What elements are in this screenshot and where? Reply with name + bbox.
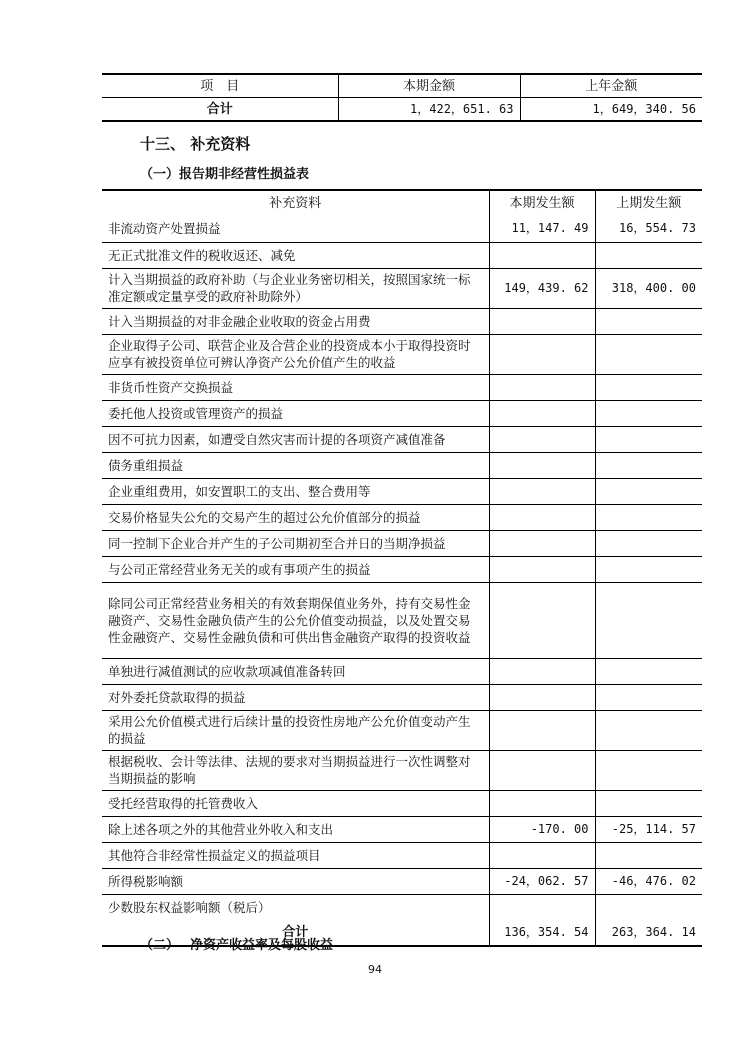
total-prior: 1，649，340. 56 xyxy=(592,101,696,116)
header-current-period: 本期发生额 xyxy=(489,190,595,216)
section-title: 十三、 补充资料 xyxy=(140,135,251,153)
item-label: 计入当期损益的政府补助（与企业业务密切相关，按照国家统一标准定额或定量享受的政府补助除外） xyxy=(102,268,489,308)
prior-amount xyxy=(595,308,702,334)
prior-amount xyxy=(595,426,702,452)
prior-amount xyxy=(595,556,702,582)
prior-amount xyxy=(595,658,702,684)
prior-amount: -25，114. 57 xyxy=(595,816,702,842)
header-item: 项 目 xyxy=(102,74,338,98)
header-current-amount: 本期金额 xyxy=(338,74,520,98)
table-total-row xyxy=(102,98,702,122)
item-label: 非货币性资产交换损益 xyxy=(102,374,489,400)
prior-amount xyxy=(595,842,702,868)
table-row xyxy=(102,790,702,816)
page-number: 94 xyxy=(368,963,382,976)
table-row xyxy=(102,868,702,894)
current-amount: -24，062. 57 xyxy=(489,868,595,894)
current-amount xyxy=(489,710,595,750)
table-row xyxy=(102,478,702,504)
current-amount xyxy=(489,750,595,790)
item-label: 债务重组损益 xyxy=(102,452,489,478)
nonrecurring-gains-table xyxy=(102,189,702,947)
item-label: 所得税影响额 xyxy=(102,868,489,894)
table-row xyxy=(102,816,702,842)
item-label: 计入当期损益的对非金融企业收取的资金占用费 xyxy=(102,308,489,334)
item-label: 企业取得子公司、联营企业及合营企业的投资成本小于取得投资时应享有被投资单位可辨认净资产公允价值产生的收益 xyxy=(102,334,489,374)
current-amount xyxy=(489,894,595,920)
prior-amount xyxy=(595,750,702,790)
table-row xyxy=(102,504,702,530)
current-amount: 149，439. 62 xyxy=(489,268,595,308)
item-label: 同一控制下企业合并产生的子公司期初至合并日的当期净损益 xyxy=(102,530,489,556)
current-amount xyxy=(489,308,595,334)
table-header-row xyxy=(102,190,702,216)
table-row xyxy=(102,894,702,920)
current-amount xyxy=(489,504,595,530)
table-row xyxy=(102,374,702,400)
total-current: 1，422，651. 63 xyxy=(338,98,520,122)
item-label: 交易价格显失公允的交易产生的超过公允价值部分的损益 xyxy=(102,504,489,530)
item-label: 企业重组费用，如安置职工的支出、整合费用等 xyxy=(102,478,489,504)
prior-amount xyxy=(595,504,702,530)
subsection-title-roe-eps: （二） 净资产收益率及每股收益 xyxy=(140,938,334,953)
current-amount xyxy=(489,582,595,658)
table-row xyxy=(102,400,702,426)
table-row xyxy=(102,658,702,684)
prior-amount xyxy=(595,400,702,426)
prior-amount xyxy=(595,478,702,504)
prior-amount xyxy=(595,710,702,750)
item-label: 非流动资产处置损益 xyxy=(102,216,489,242)
prior-amount xyxy=(595,684,702,710)
current-amount xyxy=(489,374,595,400)
table-row xyxy=(102,710,702,750)
item-label: 单独进行减值测试的应收款项减值准备转回 xyxy=(102,658,489,684)
prior-amount xyxy=(595,374,702,400)
current-amount xyxy=(489,242,595,268)
header-supplementary: 补充资料 xyxy=(102,190,489,216)
item-label: 无正式批准文件的税收返还、减免 xyxy=(102,242,489,268)
top-summary-table xyxy=(102,73,702,122)
prior-amount xyxy=(595,530,702,556)
table-row xyxy=(102,334,702,374)
current-amount xyxy=(489,530,595,556)
total-prior: 263，364. 14 xyxy=(611,925,696,939)
prior-amount: 16，554. 73 xyxy=(595,216,702,242)
prior-amount xyxy=(595,242,702,268)
item-label: 除同公司正常经营业务相关的有效套期保值业务外，持有交易性金融资产、交易性金融负债产生的公允价值变动损益，以及处置交易性金融资产、交易性金融负债和可供出售金融资产取得的投资收益 xyxy=(102,582,489,658)
item-label: 对外委托贷款取得的损益 xyxy=(102,684,489,710)
current-amount xyxy=(489,426,595,452)
item-label: 采用公允价值模式进行后续计量的投资性房地产公允价值变动产生的损益 xyxy=(102,710,489,750)
item-label: 与公司正常经营业务无关的或有事项产生的损益 xyxy=(102,556,489,582)
current-amount xyxy=(489,658,595,684)
item-label: 根据税收、会计等法律、法规的要求对当期损益进行一次性调整对当期损益的影响 xyxy=(102,750,489,790)
current-amount xyxy=(489,556,595,582)
current-amount: 11，147. 49 xyxy=(489,216,595,242)
item-label: 少数股东权益影响额（税后） xyxy=(102,894,489,920)
current-amount xyxy=(489,684,595,710)
total-current: 136，354. 54 xyxy=(489,920,595,946)
prior-amount xyxy=(595,894,702,920)
table-row xyxy=(102,530,702,556)
table-row xyxy=(102,684,702,710)
table-row xyxy=(102,750,702,790)
total-label: 合计 xyxy=(102,98,338,122)
prior-amount: 318，400. 00 xyxy=(595,268,702,308)
prior-amount: -46，476. 02 xyxy=(595,868,702,894)
header-prior-amount: 上年金额 xyxy=(520,74,702,98)
table-row xyxy=(102,308,702,334)
item-label: 委托他人投资或管理资产的损益 xyxy=(102,400,489,426)
current-amount: -170. 00 xyxy=(489,816,595,842)
current-amount xyxy=(489,334,595,374)
prior-amount xyxy=(595,452,702,478)
prior-amount xyxy=(595,334,702,374)
total-label: 合计 xyxy=(102,920,489,946)
item-label: 其他符合非经常性损益定义的损益项目 xyxy=(102,842,489,868)
header-prior-period: 上期发生额 xyxy=(616,196,682,211)
table-row xyxy=(102,216,702,242)
item-label: 受托经营取得的托管费收入 xyxy=(102,790,489,816)
table-row xyxy=(102,556,702,582)
prior-amount xyxy=(595,582,702,658)
current-amount xyxy=(489,452,595,478)
prior-amount xyxy=(595,790,702,816)
table-row xyxy=(102,452,702,478)
current-amount xyxy=(489,790,595,816)
table-header-row xyxy=(102,74,702,98)
table-row xyxy=(102,842,702,868)
item-label: 除上述各项之外的其他营业外收入和支出 xyxy=(102,816,489,842)
current-amount xyxy=(489,478,595,504)
item-label: 因不可抗力因素，如遭受自然灾害而计提的各项资产减值准备 xyxy=(102,426,489,452)
table-row xyxy=(102,426,702,452)
current-amount xyxy=(489,400,595,426)
table-row xyxy=(102,268,702,308)
subsection-title-nonrecurring: （一）报告期非经营性损益表 xyxy=(140,167,310,182)
table-row xyxy=(102,242,702,268)
table-row xyxy=(102,582,702,658)
current-amount xyxy=(489,842,595,868)
